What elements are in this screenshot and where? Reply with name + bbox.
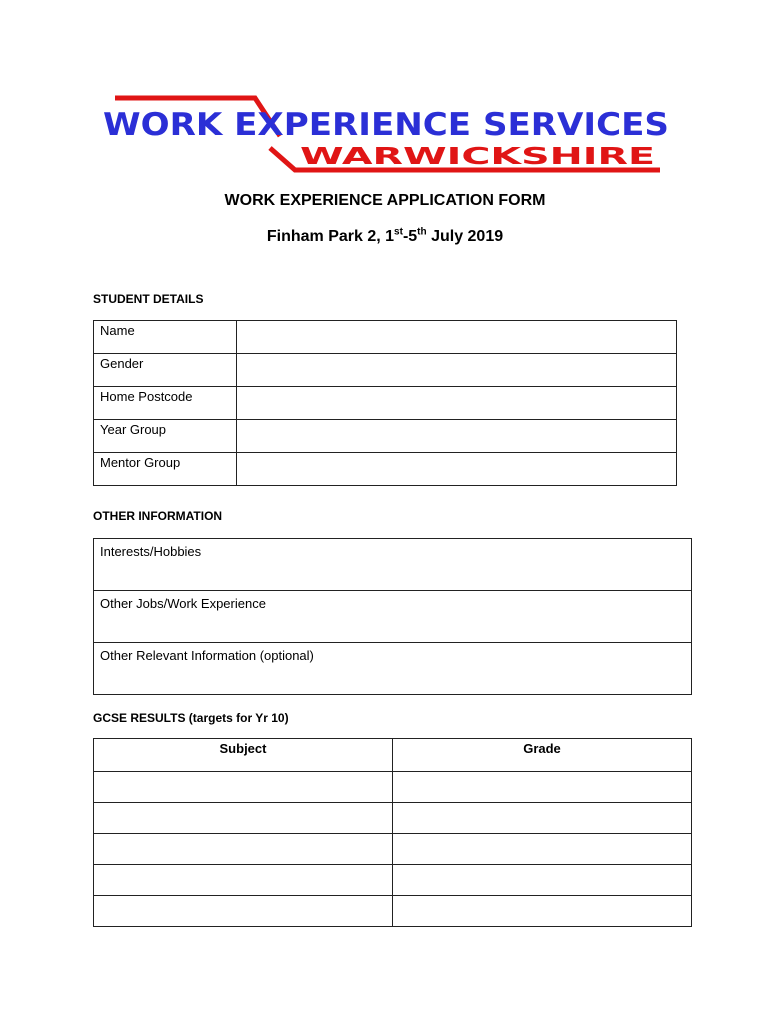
table-row (94, 803, 692, 834)
student-details-heading: STUDENT DETAILS (93, 292, 204, 306)
grade-cell[interactable] (393, 803, 692, 834)
table-row (94, 539, 692, 591)
table-row (94, 387, 677, 420)
subtitle-sup-st: st (394, 226, 403, 238)
grade-column-header: Grade (393, 739, 692, 772)
form-subtitle (0, 228, 770, 246)
other-info-field[interactable]: Other Relevant Information (optional) (94, 643, 692, 695)
subject-column-header: Subject (94, 739, 393, 772)
table-row (94, 321, 677, 354)
table-row (94, 896, 692, 927)
other-jobs-field[interactable]: Other Jobs/Work Experience (94, 591, 692, 643)
gender-input[interactable] (237, 354, 677, 387)
subject-cell[interactable] (94, 803, 393, 834)
field-label-year-group: Year Group (94, 420, 237, 453)
logo (95, 92, 675, 178)
field-label-name: Name (94, 321, 237, 354)
field-label-gender: Gender (94, 354, 237, 387)
gcse-results-table (93, 738, 692, 927)
subtitle-suffix: July 2019 (426, 228, 504, 245)
table-row (94, 591, 692, 643)
subject-cell[interactable] (94, 865, 393, 896)
form-title: WORK EXPERIENCE APPLICATION FORM (224, 192, 546, 209)
other-information-heading: OTHER INFORMATION (93, 509, 223, 523)
subtitle-sup-th: th (417, 226, 427, 238)
logo-line2: WARWICKSHIRE (300, 144, 655, 170)
subject-cell[interactable] (94, 896, 393, 927)
other-information-table (93, 538, 692, 695)
field-label-postcode: Home Postcode (94, 387, 237, 420)
table-row (94, 420, 677, 453)
grade-cell[interactable] (393, 896, 692, 927)
gcse-results-heading: GCSE RESULTS (targets for Yr 10) (93, 711, 289, 725)
subject-cell[interactable] (94, 772, 393, 803)
mentor-group-input[interactable] (237, 453, 677, 486)
subtitle-mid: -5 (402, 228, 418, 245)
table-row (94, 354, 677, 387)
field-label-mentor-group: Mentor Group (94, 453, 237, 486)
student-details-table (93, 320, 677, 486)
table-row (94, 453, 677, 486)
year-group-input[interactable] (237, 420, 677, 453)
table-row (94, 643, 692, 695)
name-input[interactable] (237, 321, 677, 354)
subtitle-prefix: Finham Park 2, 1 (266, 228, 395, 245)
grade-cell[interactable] (393, 772, 692, 803)
table-row (94, 865, 692, 896)
table-row (94, 834, 692, 865)
grade-cell[interactable] (393, 834, 692, 865)
logo-line1: WORK EXPERIENCE SERVICES (103, 107, 669, 143)
table-row (94, 772, 692, 803)
grade-cell[interactable] (393, 865, 692, 896)
interests-field[interactable]: Interests/Hobbies (94, 539, 692, 591)
subject-cell[interactable] (94, 834, 393, 865)
postcode-input[interactable] (237, 387, 677, 420)
table-header-row (94, 739, 692, 772)
